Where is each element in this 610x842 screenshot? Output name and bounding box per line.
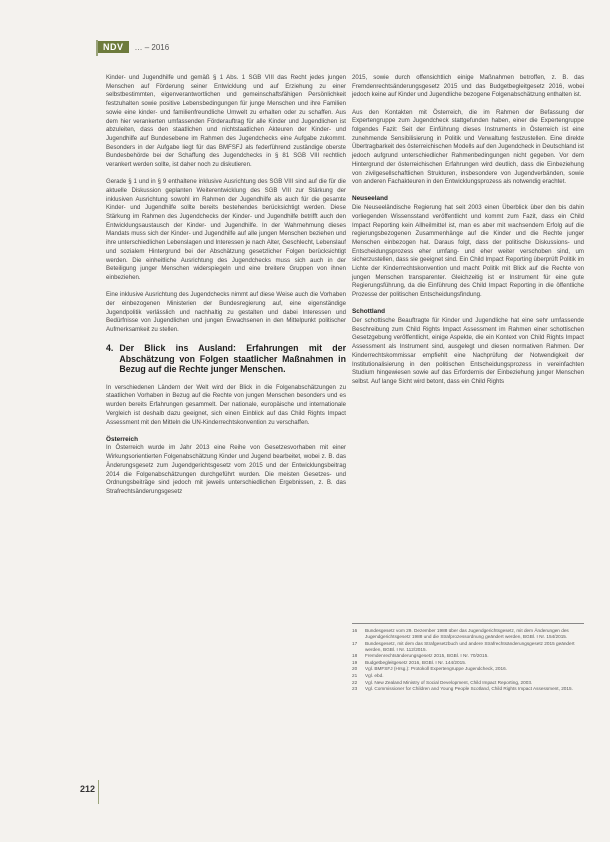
subheading-scotland: Schottland [352,308,386,316]
footnote [352,686,584,692]
footnote-text: Fremdenrechtsänderungsgesetz 2015, BGBl. I Nr. 70/2015. [365,653,489,659]
left-column [106,74,346,505]
section-heading [106,343,346,375]
paragraph: Die Neuseeländische Regierung hat seit 2003 einen Überblick über den bis dahin vorliegenden Wissensstand veröffentlicht und kommt zum Fazit, dass ein Child Impact Reporting kein Allheilmittel ist, man es aber mit wachsendem Erfolg auf die regierungsbezogenen Zusammenhänge auf die Kinder und die Rechte junger Menschen einbezogen hat. Daraus folgt, dass der politische Diskussions- und Entscheidungsprozess eher umfang- und eher weiter verschoben sind, um sicherzustellen, dass sie geeignet sind. Ein Child Impact Reporting überprüft Politik im Lichte der Kinderrechtskonvention und macht Politik mit Blick auf die Rechte von jungen Menschen transparenter. Gleichzeitig ist er Instrument für eine gute Regierungsführung, da die Einführung des Child Impact Reporting in die öffentliche Prozesse der politischen Entscheidungsfindung. [352,204,585,299]
subheading-new-zealand: Neuseeland [352,195,388,203]
footnote-text: Vgl. Commissioner for Children and Young People Scotland, Child Rights Impact Assessment, 2015. [365,686,573,692]
footnote-number: 21 [352,672,358,678]
section-number: 4. [106,343,114,354]
footnote-number: 22 [352,679,358,685]
paragraph: 2015, sowie durch offensichtlich einige Maßnahmen betroffen, z. B. das Fremdenrechtsänderungsgesetz 2015 und das Budgetbegleitgesetz 2016, wobei jedoch keine auf Kinder und Jugendliche bezogene Folgenabschätzung enthalten ist. [352,74,584,99]
footnote [352,673,584,679]
paragraph: Der schottische Beauftragte für Kinder und Jugendliche hat eine sehr umfassende Beschreibung zum Child Rights Impact Assessment im Rahmen einer schottischen Gesetzgebung veröffentlicht, einige Aspekte, die ein Kontext von Child Rights Impact Assessment als Instrument sind, ausgelegt und diesen normativen Rahmen. Der Kinderrechtskommissar empfiehlt eine Nachprüfung der Notwendigkeit der Institutionalisierung in den politischen Entscheidungsprozess in vereinfachten Studium hingewiesen sowie auf das Erfordernis der Einbeziehung junger Menschen selbst. Auf lange Sicht wird betont, dass ein Child Rights [352,317,584,385]
footnote-number: 17 [352,640,358,646]
paragraph: In verschiedenen Ländern der Welt wird der Blick in die Folgenabschätzungen zu staatlichen Vorhaben in Bezug auf die Rechte von jungen Menschen besonders und es wurden bereits Erfahrungen gesammelt. Der nationale, europäische und internationale Vergleich ist deshalb dazu geeignet, sich einen Einblick auf das Child Rights Impact Assessment mit den Mitteln die UN-Kinderrechtskonvention zu verschaffen. [106,383,346,426]
footer-rule [98,780,99,804]
footnotes [352,623,584,693]
footnote-text: Vgl. ebd. [365,672,384,678]
subheading-austria: Österreich [106,435,138,443]
footnote-text: Vgl. New Zealand Ministry of Social Development, Child Impact Reporting, 2003. [365,679,533,685]
page-header [98,41,169,53]
footnote-number: 16 [352,628,358,633]
footnote [352,660,584,666]
paragraph: Aus den Kontakten mit Österreich, die im Rahmen der Befassung der Expertengruppe zum Jugendcheck stattgefunden haben, einer die Expertengruppe folgendes Fazit: Seit der Einführung dieses Instruments in Österreich ist eine zunehmende Sensibilisierung in Politik und Verwaltung festzustellen. Eine direkte Übertragbarkeit des österreichischen Modells auf den Jugendcheck in Deutschland ist jedoch aufgrund unterschiedlicher Rahmenbedingungen nicht gegeben. Vor dem Hintergrund der österreichischen Erfahrungen wird deutlich, dass die Einbeziehung von zivilgesellschaftlichen Strukturen, insbesondere von Jugendverbänden, sowie von anderen Fachakteuren in den Entwicklungsprozess als notwendig erachtet. [352,108,584,186]
footnote [352,653,584,659]
footnote [352,628,584,640]
right-column [352,74,584,395]
footnote-number: 23 [352,686,358,692]
footnote-text: Bundesgesetz, mit dem das Strafgesetzbuch und andere Strafrechtsänderungsgesetz 2015 geändert werden, BGBl. I Nr. 112/2015. [365,640,575,652]
footnote [352,666,584,672]
footnote-text: Vgl. BMFSFJ (Hrsg.): Protokoll Expertengruppe Jugendcheck, 2016. [365,666,507,672]
issue-label: … – 2016 [134,42,170,52]
footnote-number: 19 [352,659,358,665]
paragraph: Kinder- und Jugendhilfe und gemäß § 1 Abs. 1 SGB VIII das Recht jedes jungen Menschen auf Förderung seiner Entwicklung und auf Erziehung zu einer selbstbestimmten, eigenverantwortlichen und gemeinschaftsfähigen Persönlichkeit festzuhalten sowie positive Lebensbedingungen für junge Menschen und ihre Familien sowie eine kinder- und familienfreundliche Umwelt zu erhalten oder zu schaffen. Aus dem hier verankerten umfassenden Förderauftrag für alle Kinder und Jugendlichen ist abzuleiten, dass den staatlichen und nichtstaatlichen Akteuren der Kinder- und Jugendhilfe auf Bundesebene im Rahmen des Jugendchecks eine Aufgabe zukommt. Besonders in der Aufgabe liegt für das BMFSFJ als federführend zuständige oberste Bundesbehörde bei der Schaffung des Jugendchecks in § 81 SGB VIII rechtlich verankert werden sollte, ist daher noch zu diskutieren. [106,74,346,169]
section-title: Der Blick ins Ausland: Erfahrungen mit der Abschätzung von Folgen staatlicher Maßnahmen in Bezug auf die Rechte junger Menschen. [119,343,346,375]
journal-badge: NDV [98,41,129,53]
footnote-text: Budgetbegleitgesetz 2016, BGBl. I Nr. 144/2015. [365,659,467,665]
footnote-number: 20 [352,666,358,672]
paragraph: In Österreich wurde im Jahr 2013 eine Reihe von Gesetzesvorhaben mit einer Wirkungsorientierten Folgenabschätzung Kinder und Jugend bearbeitet, wobei z. B. das Änderungsgesetz zum Jugendgerichtsgesetz vom 2015 und der Entwicklungsbeitrag 2014 die Folgenabschätzungen durchgeführt wurden. Die meisten Gesetzes- und Ordnungsbeiträge sind jedoch mit jeweils unterschiedlichen Ergebnissen, z. B. das Strafrechtsänderungsgesetz [106,444,346,495]
page-number: 212 [80,784,96,794]
paragraph: Gerade § 1 und in § 9 enthaltene inklusive Ausrichtung des SGB VIII sind auf die für die aktuelle Diskussion geplanten Weiterentwicklung des SGB VIII zur Stärkung der inklusiven Ausrichtung sowohl im Rahmen der Jugendhilfe als auch für die gesamte Kinder- und Jugendhilfe sollte bereits bestehendes berücksichtigt werden. Diese Stärkung im Rahmen des Jugendchecks der Kinder- und Jugendhilfe betrifft auch den Entwicklungsaustausch der Kinder- und Jugendhilfe. In der Wahrnehmung dieses Mandats muss sich der Kinder- und Jugendhilfe auf alle jungen Menschen beziehen und ihre unterschiedlichen Lebenslagen und Interessen je nach Alter, Geschlecht, Lebenslauf und sozialem Hintergrund bei der Abschätzung gesetzlicher Folgen berücksichtigt werden. Die einheitliche Ausrichtung des Jugendchecks muss sich auch in der Beteiligung junger Menschen widerspiegeln und eine breitere Gruppen von ihnen einbeziehen. [106,178,346,281]
footnote [352,680,584,686]
paragraph: Eine inklusive Ausrichtung des Jugendchecks nimmt auf diese Weise auch die Vorhaben der einbezogenen Ministerien der Bundesregierung auf, eine eigenständige Jugendpolitik verlässlich und nachhaltig zu gestalten und dabei Interessen und Bedürfnisse von Jugendlichen und jungen Erwachsenen in den Mittelpunkt politischer Aufmerksamkeit zu stellen. [106,291,346,333]
footnote-text: Bundesgesetz vom 29. Dezember 1988 über das Jugendgerichtsgesetz, mit dem Änderungen des Jugendgerichtsgesetz 1988 und die Strafprozessordnung geändert werden, BGBl. I Nr. 154/2015. [365,628,569,639]
footnote [352,641,584,653]
footnote-number: 18 [352,653,358,659]
